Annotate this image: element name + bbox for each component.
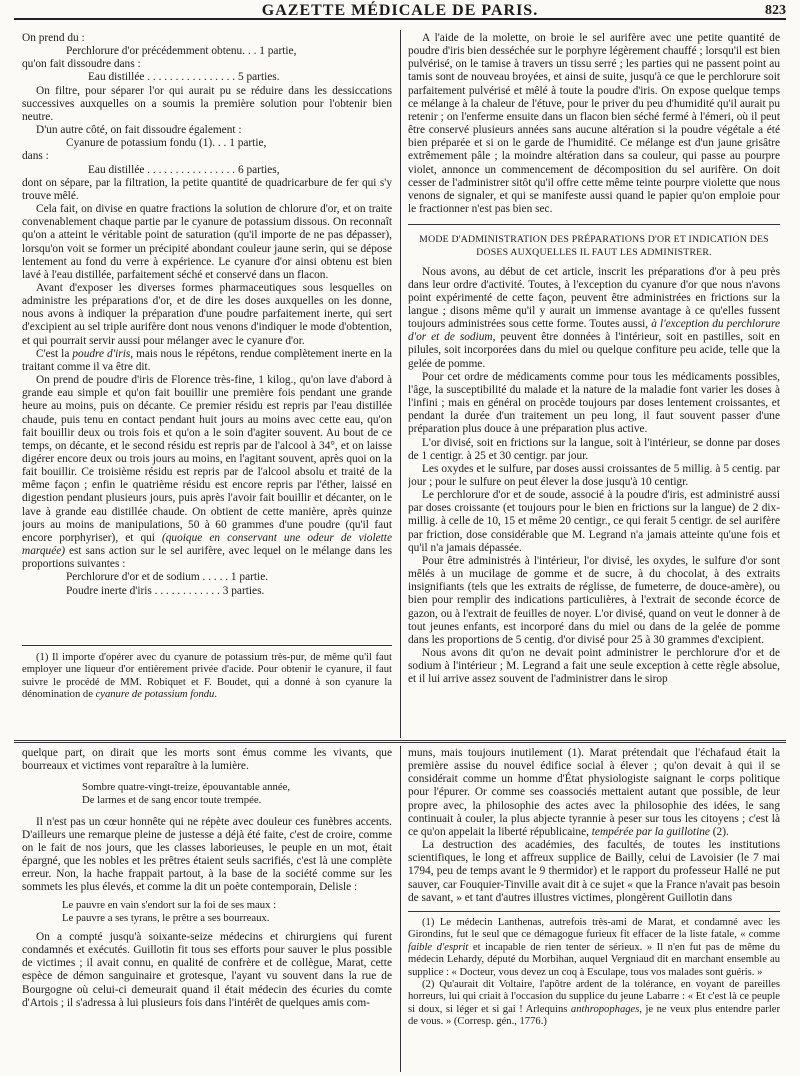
recipe-line: Cyanure de potassium fondu (1). . . 1 partie, [66,137,267,150]
recipe-line: Perchlorure d'or précédemment obtenu. . . 1 partie, [66,45,297,58]
italic-term: anthropophages [570,1003,640,1015]
verse-line: Sombre quatre-vingt-treize, épouvantable année, [82,781,291,794]
spacer [22,773,392,781]
text-run: Nous avons, au début de cet article, inscrit les préparations d'or à peu près dans leur ordre d'activité. Toutes, à l'exception du cyanure d'or que nous n'avons point expérimenté de cette façon, peuvent être administrées en frictions sur la langue ; disons même qu'il y aurait un immense avantage à ce qu'elles fussent toujours administrées sous cette forme. Toutes aussi, [408,265,780,331]
text-run: . [214,689,217,701]
paragraph: On filtre, pour séparer l'or qui aurait pu se réduire dans les dessiccations successives auxquelles on a soumis la première solution pour l'obtenir bien neutre. [22,84,392,123]
paragraph: D'un autre côté, on fait dissoudre également : [36,124,242,137]
text-run: , je ne veux plus entendre parler de vous. » (Corresp. gén., 1776.) [408,1003,780,1028]
paragraph: dans : [22,150,49,163]
italic-term: poudre d'iris [72,347,131,360]
section-heading: MODE D'ADMINISTRATION DES PRÉPARATIONS D'OR ET INDICATION DES DOSES AUXQUELLES IL FAUT LES ADMINISTRER. [419,234,769,259]
verse-line: De larmes et de sang encor toute trempée. [82,794,262,807]
text-run: et incapable de rien tenter de sérieux. » Il n'en fut pas de même du médecin Lehardy, député du Morbihan, auquel Vergniaud dit en marchant ensemble au supplice : « Docteur, vous devez un coq à Esculape, tous vos malades sont guéris. » [408,941,780,978]
paragraph [22,374,392,571]
italic-phrase: faible d'esprit [408,941,469,953]
column-rule [400,746,401,1072]
feuilleton-column-2 [408,747,780,1072]
spacer [22,808,392,816]
paragraph: Cela fait, on divise en quatre fractions la solution de chlorure d'or, et on traite convenablement chaque partie par le cyanure de potassium dissous. On reconnaît qu'on a atteint le véritable point de saturation (qu'il importe de ne pas dépasser), lorsqu'on voit se former un précipité abondant couleur jaune serin, qui se dépose lentement au fond du verre à expérience. Le cyanure d'or ainsi obtenu est bien lavé à l'eau distillée, parfaitement séché et conservé dans un flacon. [22,203,392,281]
footnote-text [408,979,780,1029]
paragraph: quelque part, on dirait que les morts sont émus comme les vivants, que bourreaux et victimes vont reparaître à la lumière. [22,747,392,773]
page-number: 823 [765,3,786,18]
column-rule [400,30,401,738]
recipe-line: Perchlorure d'or et de sodium . . . . . 1 partie. [66,571,269,584]
footnote-text [22,652,392,702]
paragraph: Le perchlorure d'or et de soude, associé à la poudre d'iris, est administré aussi par doses croissante (et toujours pour le bien en frictions sur la langue) de 2 dix-millig. à celle de 10, 15 et même 20 centigr., ce qui ferait 5 centigr. de sel aurifère par friction, dose considérable que M. Legrand n'a jamais atteinte qu'une fois et qu'il n'a jamais dépassée. [408,489,780,554]
recipe-line: Eau distillée . . . . . . . . . . . . . . . . 5 parties. [88,71,280,84]
recipe-line: Poudre inerte d'iris . . . . . . . . . . . . 3 parties. [66,584,265,597]
paragraph: A l'aide de la molette, on broie le sel aurifère avec une petite quantité de poudre d'iris bien desséchée sur le porphyre légèrement chauffé ; lorsqu'il est bien pulvérisé, on le tamise à travers un tissu serré ; les parties qui ne passent point au tamis sont de nouveau broyées, et ainsi de suite, jusqu'à ce que le perchlorure soit parfaitement pulvérisé et mêlé à toute la poudre d'iris. On expose quelque temps ce mélange à la chaleur de l'étuve, pour le priver du peu d'humidité qu'il aurait pu retenir ; on l'enferme ensuite dans un flacon bien séché fermé à l'émeri, où il peut être conservé plusieurs années sans aucune altération si la poudre végétale a été bien préparée et si on le garde de l'humidité. Ce mélange est d'un jaune grisâtre extrêmement pâle ; la moindre altération dans sa couleur, qui passe au pourpre violet, annonce un commencement de décomposition du sel aurifère. On doit cesser de l'administrer sitôt qu'il offre cette même teinte pourpre violette que nous venons de signaler, et qui se manifeste aussi quand le papier qu'on emploie pour le fractionner n'est pas bien sec. [408,32,780,216]
journal-title: GAZETTE MÉDICALE DE PARIS. [261,2,539,19]
footnote-divider [408,911,780,912]
paragraph: On prend du : [22,32,85,44]
italic-phrase: (quoique en conservant une odeur de violette marquée) [22,531,392,558]
paragraph: Pour être administrés à l'intérieur, l'or divisé, les oxydes, le sulfure d'or sont mêlés à un mucilage de gomme et de sucre, à du chocolat, à des extraits insignifiants (tels que les extraits de réglisse, de fumeterre, de douce-amère), ou bien pour remplir des indications particulières, à l'extrait de seconde écorce de gazon, ou à l'extrait de feuilles de noyer. L'or divisé, quand on veut le donner à de tout jeunes enfants, est incorporé dans du miel ou dans de la gelée de pomme dans les proportions de 5 centig. d'or divisé pour 25 à 30 grammes d'excipient. [408,554,780,646]
verse-line: Le pauvre a ses tyrans, le prêtre a ses bourreaux. [62,911,270,924]
text-run: (2). [709,825,729,838]
text-run: (1) Le médecin Lanthenas, autrefois très-ami de Marat, et condamné avec les Girondins, fut le seul que ce démagogue furieux fit effacer de la liste fatale, « comme [408,916,780,941]
text-run: (1) Il importe d'opérer avec du cyanure de potassium très-pur, de même qu'il faut employer une liqueur d'or entièrement privée d'acide. Pour obtenir le cyanure, il faut suivre le procédé de MM. Robiquet et F. Boudet, qui a donné à son cyanure la dénomination de [22,652,392,701]
article-column-2 [408,32,780,736]
text-run: C'est la [36,347,73,360]
text-run: muns, mais toujours inutilement (1). Marat prétendait que l'échafaud était la première assise du nouvel édifice social à élever ; qu'on devait à qui il se considérait comme un homme d'État physiologiste saignant le corps politique pour l'épurer. Or comme ses coassociés mettaient autant que possible, de leur propre avec, la philosophie des actes avec la philosophie des idées, le sang continuait à couler, la plus abjecte tyrannie à peser sur tous les citoyens ; c'est là ce qu'on appelait la liberté républicaine, [408,747,780,838]
paragraph: dont on sépare, par la filtration, la petite quantité de quadricarbure de fer qui s'y trouve mêlé. [22,176,392,202]
paragraph: On a compté jusqu'à soixante-seize médecins et chirurgiens qui furent condamnés et exécutés. Guillotin fit tous ses efforts pour sauver le plus possible de victimes ; il avait connu, en qualité de confrère et de collègue, Marat, cette espèce de démon sanguinaire et grotesque, l'ayant vu souvent dans la rue de Bourgogne où celui-ci demeurait quand il était médecin des écuries du comte d'Artois ; il s'adressa à lui plusieurs fois dans l'intérêt de quelques amis com- [22,930,392,1009]
footnote-divider [22,645,392,646]
paragraph: L'or divisé, soit en frictions sur la langue, soit à l'intérieur, se donne par doses de 1 centigr. à 25 et 30 centigr. par jour. [408,436,780,462]
paragraph: La destruction des académies, des facultés, de toutes les institutions scientifiques, le long et affreux supplice de Bailly, celui de Lavoisier (le 7 mai 1794, peu de temps avant le 9 thermidor) et le rapport du professeur Hallé ne put sauver, car Fouquier-Tinville avait dit à ce sujet « que la France n'avait pas besoin de savant, » et tant d'autres illustres victimes, plongèrent Guillotin dans [408,839,780,904]
section-divider [408,224,780,225]
feuilleton-column-1 [22,747,392,1072]
paragraph: Les oxydes et le sulfure, par doses aussi croissantes de 5 millig. à 5 centig. par jour ; pour le sulfure on peut élever la dose jusqu'à 10 centigr. [408,462,780,488]
paragraph: Nous avons dit qu'on ne devait point administrer le perchlorure d'or et de sodium à l'intérieur ; M. Legrand a fait une seule exception à cette règle absolue, et il lui arrive assez souvent de l'administrer dans le sirop [408,647,780,686]
article-column-1 [22,32,392,638]
verse-line: Le pauvre en vain s'endort sur la foi de ses maux : [62,898,277,911]
paragraph [408,747,780,839]
page-header [14,2,786,20]
text-run: , mais nous le répétons, rendue complètement inerte en la traitant comme il va être dit. [22,347,392,373]
paragraph: Pour cet ordre de médicaments comme pour tous les médicaments possibles, l'âge, la susceptibilité du malade et la nature de la maladie font varier les doses à l'infini ; mais en général on procède toujours par doses lentement croissantes, et pendant la durée d'un traitement un peu long, il faut souvent passer d'une préparation plus douce à une préparation plus active. [408,370,780,436]
text-run: (2) Qu'aurait dit Voltaire, l'apôtre ardent de la tolérance, en voyant de pareilles horreurs, lui qui criait à l'occasion du supplice du jeune Labarre : « Et c'est là ce peuple si doux, si léger et si gai ! Arlequins [408,978,780,1015]
text-run: , peuvent être données à l'intérieur, soit en pastilles, soit en pilules, soit incorporées dans du miel ou quelque confiture peu acide, telle que la gelée de pomme. [408,331,780,370]
paragraph: Avant d'exposer les diverses formes pharmaceutiques sous lesquelles on administre les préparations d'or, et de dire les doses auxquelles on les donne, nous avons à indiquer la préparation d'une poudre parfaitement inerte, qui sert d'excipient au sel triple aurifère dont nous venons d'indiquer le mode d'obtention, et qui pourrait servir aussi pour mélanger avec le cyanure d'or. [22,281,392,347]
text-run: est sans action sur le sel aurifère, avec lequel on le mélange dans les proportions suivantes : [22,545,392,571]
italic-term: cyanure de potassium fondu [95,689,215,701]
italic-phrase: à l'exception du perchlorure d'or et de sodium [408,318,780,344]
recipe-line: Eau distillée . . . . . . . . . . . . . . . . 6 parties, [88,163,280,176]
italic-phrase: tempérée par la guillotine [591,825,710,838]
feuilleton-rule [14,740,786,743]
paragraph: Il n'est pas un cœur honnête qui ne répète avec douleur ces funèbres accents. D'ailleurs une remarque pleine de justesse a déjà été faite, c'est de croire, comme on le fait de nos jours, que les classes laborieuses, le peuple en un mot, était épargné, que les nobles et les prêtres étaient seuls sacrifiés, c'est là une complète erreur. Non, la hache frappait partout, à la base de la société comme sur les sommets les plus élevés, et comme la dit un poète contemporain, Delisle : [22,815,392,894]
paragraph: qu'on fait dissoudre dans : [22,58,141,71]
paragraph [22,348,392,374]
text-run: On prend de poudre d'iris de Florence très-fine, 1 kilog., qu'on lave d'abord à grande eau simple et qu'on fait bouillir une première fois pendant une grande heure au moins, puis on décante. Ce premier résidu est repris par l'eau distillée chaude, puis tenu en contact pendant huit jours au moins avec cette eau, qu'on fait bouillir deux ou trois fois et qu'on a le soin d'agiter souvent. Au bout de ce temps, on décante, et le second résidu est repris par de l'alcool à 34°, et on laisse digérer encore deux ou trois jours au moins, en l'agitant souvent, après quoi on la fait bouillir. Ce troisième résidu est repris par de l'alcool absolu et traité de la même façon ; enfin le quatrième résidu est encore repris par l'éther, laissé en digestion pendant plusieurs jours, puis après l'avoir fait bouillir et décanter, on le lave à grande eau distillée chaude. On obtient de cette manière, après quinze jours au moins de manipulations, 50 à 60 grammes d'une poudre (qu'il faut encore porphyriser), et qui [22,374,392,544]
footnote-text [408,917,780,979]
paragraph [408,266,780,371]
footnote [22,652,392,736]
